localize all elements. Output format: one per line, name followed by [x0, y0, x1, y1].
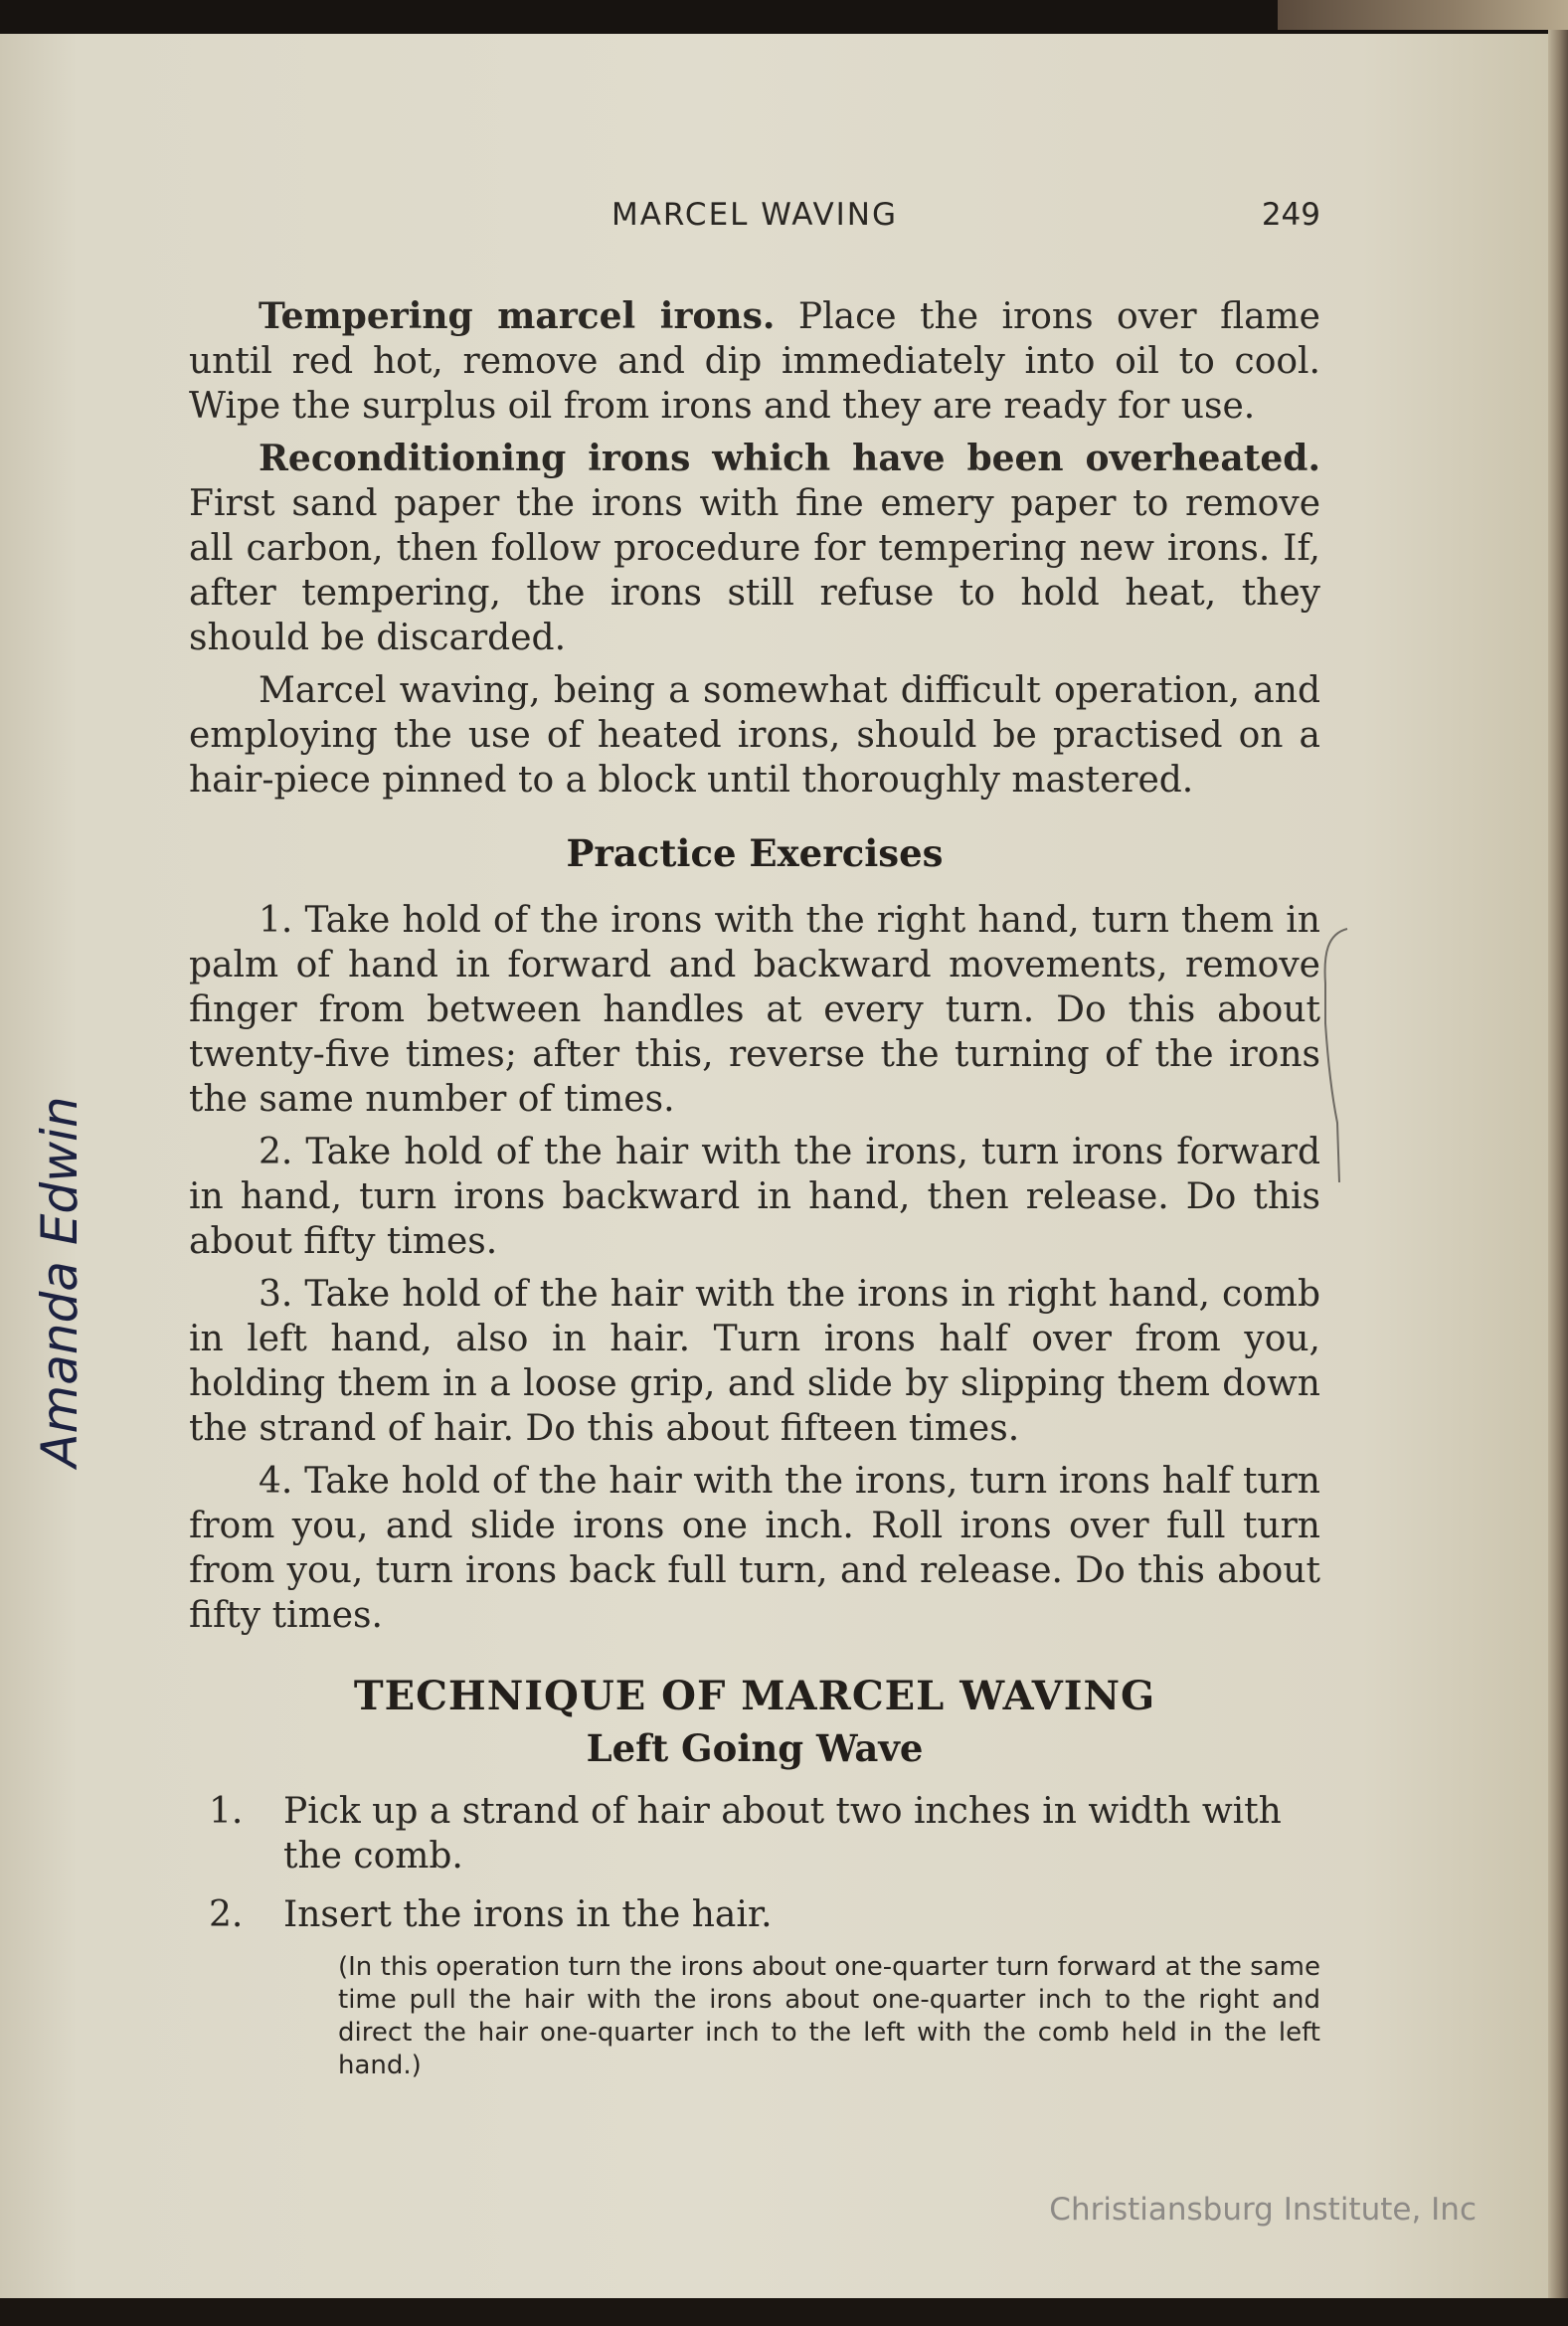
exercise-3: 3. Take hold of the hair with the irons in right hand, comb in left hand, also in hair. Turn irons half over from you, holding them in a loose grip, and slide by slipping them down the strand of hair. Do this about fifteen times. [189, 1274, 1320, 1449]
running-head [189, 197, 1320, 247]
technique-step [209, 1892, 1320, 1937]
step-number: 1. [209, 1791, 244, 1832]
paragraph-lead: Reconditioning irons which have been overheated. [259, 438, 1320, 479]
technique-step [209, 1789, 1320, 1879]
paragraph-marcel-intro: Marcel waving, being a somewhat difficult operation, and employing the use of heated irons, should be practised on a hair-piece pinned to a block until thoroughly mastered. [189, 670, 1320, 801]
paragraph-text: Place the irons over flame until red hot, remove and dip immediately into oil to cool. Wipe the surplus oil from irons and they are ready for use. [189, 296, 1320, 427]
watermark: Christiansburg Institute, Inc [1049, 2192, 1477, 2228]
book-edge-right [1548, 30, 1568, 2326]
step-number: 2. [209, 1894, 244, 1935]
exercise-4: 4. Take hold of the hair with the irons, turn irons half turn from you, and slide irons one inch. Roll irons over full turn from you, turn irons back full turn, and release. Do this about fifty times. [189, 1461, 1320, 1636]
book-edge-top [1278, 0, 1568, 30]
paragraph-lead: Tempering marcel irons. [259, 295, 776, 337]
exercise-2: 2. Take hold of the hair with the irons, turn irons forward in hand, turn irons backward in hand, then release. Do this about fifty times. [189, 1132, 1320, 1262]
paragraph-reconditioning [189, 437, 1320, 660]
page-body [189, 294, 1320, 2082]
step-text: Pick up a strand of hair about two inches in width with the comb. [283, 1791, 1282, 1877]
handwritten-margin-note [30, 1023, 89, 1540]
pencil-bracket-mark [1317, 924, 1357, 1192]
step-text: Insert the irons in the hair. [283, 1894, 773, 1935]
practice-heading: Practice Exercises [566, 831, 944, 875]
left-going-wave-heading: Left Going Wave [586, 1726, 924, 1770]
running-title: MARCEL WAVING [610, 197, 899, 233]
technique-note: (In this operation turn the irons about one-quarter turn forward at the same time pull the hair with the irons about one-quarter inch to the right and direct the hair one-quarter inch to the left with the comb held in the left hand.) [338, 1952, 1320, 2080]
page-number: 249 [1261, 197, 1320, 233]
exercise-1: 1. Take hold of the irons with the right hand, turn them in palm of hand in forward and backward movements, remove finger from between handles at every turn. Do this about twenty-five times; after this, reverse the turning of the irons the same number of times. [189, 900, 1320, 1120]
scan-bottom-border [0, 2298, 1568, 2326]
book-page [0, 34, 1548, 2298]
handwritten-name: Amanda Edwin [31, 1096, 88, 1468]
paragraph-text: First sand paper the irons with fine emery paper to remove all carbon, then follow procedure for tempering new irons. If, after tempering, the irons still refuse to hold heat, they should be discarded. [189, 483, 1320, 658]
paragraph-tempering [189, 294, 1320, 429]
technique-heading: TECHNIQUE OF MARCEL WAVING [353, 1673, 1156, 1719]
